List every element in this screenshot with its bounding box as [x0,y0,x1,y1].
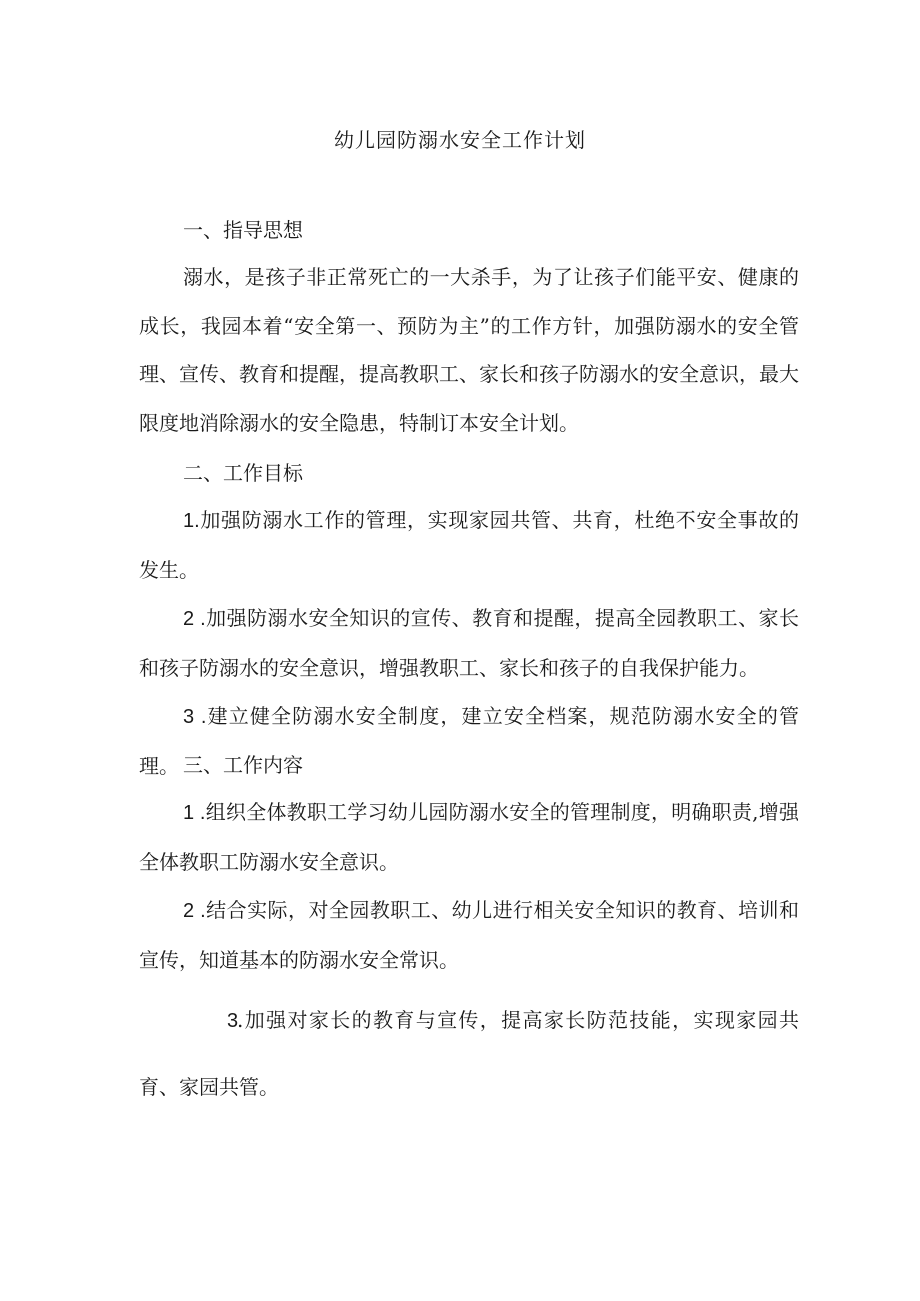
document-title: 幼儿园防溺水安全工作计划 [334,128,586,152]
item-number: 2 . [183,900,206,922]
work-goal-item [139,496,799,594]
item-number: 1. [183,510,200,532]
item-number: 1 . [183,802,206,824]
work-goal-item [139,594,799,692]
section-heading-work-goals: 二、工作目标 [183,461,303,485]
work-content-item [139,886,799,984]
item-text: 组织全体教职工学习幼儿园防溺水安全的管理制度，明确职责,增强全体教职工防溺水安全意识。 [139,800,799,874]
item-text: .加强对家长的教育与宣传，提高家长防范技能，实现家园共育、家园共管。 [139,1008,799,1099]
section-heading-work-content: 三、工作内容 [183,753,303,777]
item-text: 建立健全防溺水安全制度，建立安全档案，规范防溺水安全的管理。 [139,704,799,778]
guiding-ideology-paragraph: 溺水，是孩子非正常死亡的一大杀手，为了让孩子们能平安、健康的成长，我园本着“安全第一、预防为主”的工作方针，加强防溺水的安全管理、宣传、教育和提醒，提高教职工、家长和孩子防溺水的安全意识，最大限度地消除溺水的安全隐患，特制订本安全计划。 [139,265,799,435]
item-number: 2 . [183,608,206,630]
item-text: 加强防溺水工作的管理，实现家园共管、共育，杜绝不安全事故的发生。 [139,508,799,582]
section-heading-guiding-ideology: 一、指导思想 [183,218,303,242]
work-content-item [139,987,799,1120]
item-text: 结合实际，对全园教职工、幼儿进行相关安全知识的教育、培训和宣传，知道基本的防溺水安全常识。 [139,898,799,972]
item-number: 3 . [183,706,207,728]
work-content-item [139,788,799,886]
item-text: 加强防溺水安全知识的宣传、教育和提醒，提高全园教职工、家长和孩子防溺水的安全意识，增强教职工、家长和孩子的自我保护能力。 [139,606,799,680]
item-number: 3 [227,1010,239,1032]
